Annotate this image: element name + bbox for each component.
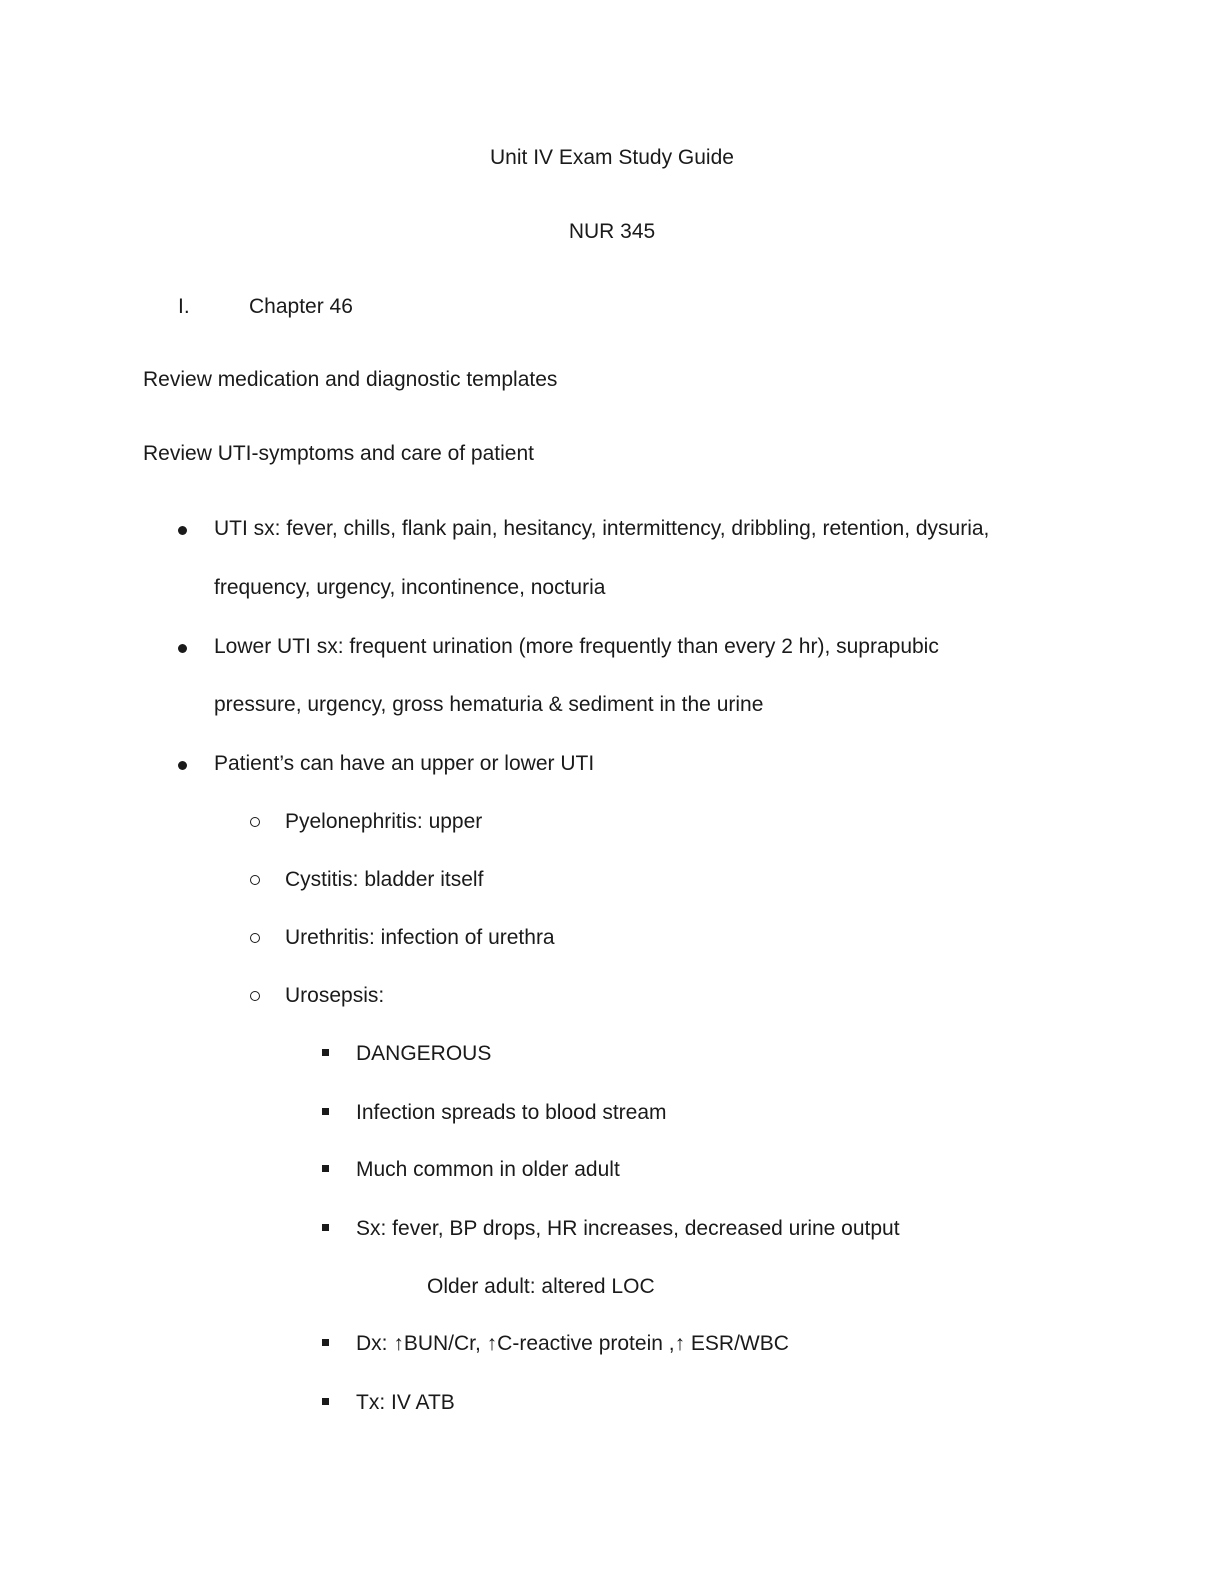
urosepsis-item-dangerous: DANGEROUS: [356, 1042, 492, 1065]
bullet-circle-icon: [250, 875, 260, 885]
section-heading: Chapter 46: [249, 295, 353, 318]
bullet-square-icon: [322, 1165, 329, 1172]
bullet-square-icon: [322, 1224, 329, 1231]
urosepsis-item-dx: Dx: ↑BUN/Cr, ↑C-reactive protein ,↑ ESR/WBC: [356, 1332, 789, 1355]
bullet-circle-icon: [250, 933, 260, 943]
bullet-uti-sx-line2: frequency, urgency, incontinence, nocturia: [214, 576, 606, 599]
urosepsis-item-tx: Tx: IV ATB: [356, 1391, 455, 1414]
bullet-dot-icon: [178, 761, 187, 770]
sub-bullet-urosepsis: Urosepsis:: [285, 984, 385, 1007]
bullet-square-icon: [322, 1108, 329, 1115]
bullet-circle-icon: [250, 991, 260, 1001]
paragraph-review-templates: Review medication and diagnostic templates: [143, 368, 558, 391]
bullet-square-icon: [322, 1398, 329, 1405]
bullet-square-icon: [322, 1049, 329, 1056]
bullet-lower-uti-line1: Lower UTI sx: frequent urination (more frequently than every 2 hr), suprapubic: [214, 635, 939, 658]
bullet-square-icon: [322, 1339, 329, 1346]
urosepsis-item-older-adult: Much common in older adult: [356, 1158, 620, 1181]
bullet-dot-icon: [178, 644, 187, 653]
urosepsis-item-sx: Sx: fever, BP drops, HR increases, decreased urine output: [356, 1217, 900, 1240]
course-code: NUR 345: [568, 220, 656, 243]
section-numeral: I.: [178, 295, 190, 318]
bullet-lower-uti-line2: pressure, urgency, gross hematuria & sediment in the urine: [214, 693, 764, 716]
sub-bullet-urethritis: Urethritis: infection of urethra: [285, 926, 555, 949]
bullet-upper-or-lower: Patient’s can have an upper or lower UTI: [214, 752, 595, 775]
bullet-circle-icon: [250, 817, 260, 827]
urosepsis-item-spread: Infection spreads to blood stream: [356, 1101, 667, 1124]
document-title: Unit IV Exam Study Guide: [490, 146, 734, 169]
bullet-uti-sx-line1: UTI sx: fever, chills, flank pain, hesitancy, intermittency, dribbling, retention, dysuria,: [214, 517, 990, 540]
sub-bullet-pyelonephritis: Pyelonephritis: upper: [285, 810, 483, 833]
bullet-dot-icon: [178, 526, 187, 535]
paragraph-review-uti: Review UTI-symptoms and care of patient: [143, 442, 534, 465]
older-adult-note: Older adult: altered LOC: [427, 1275, 655, 1298]
sub-bullet-cystitis: Cystitis: bladder itself: [285, 868, 484, 891]
